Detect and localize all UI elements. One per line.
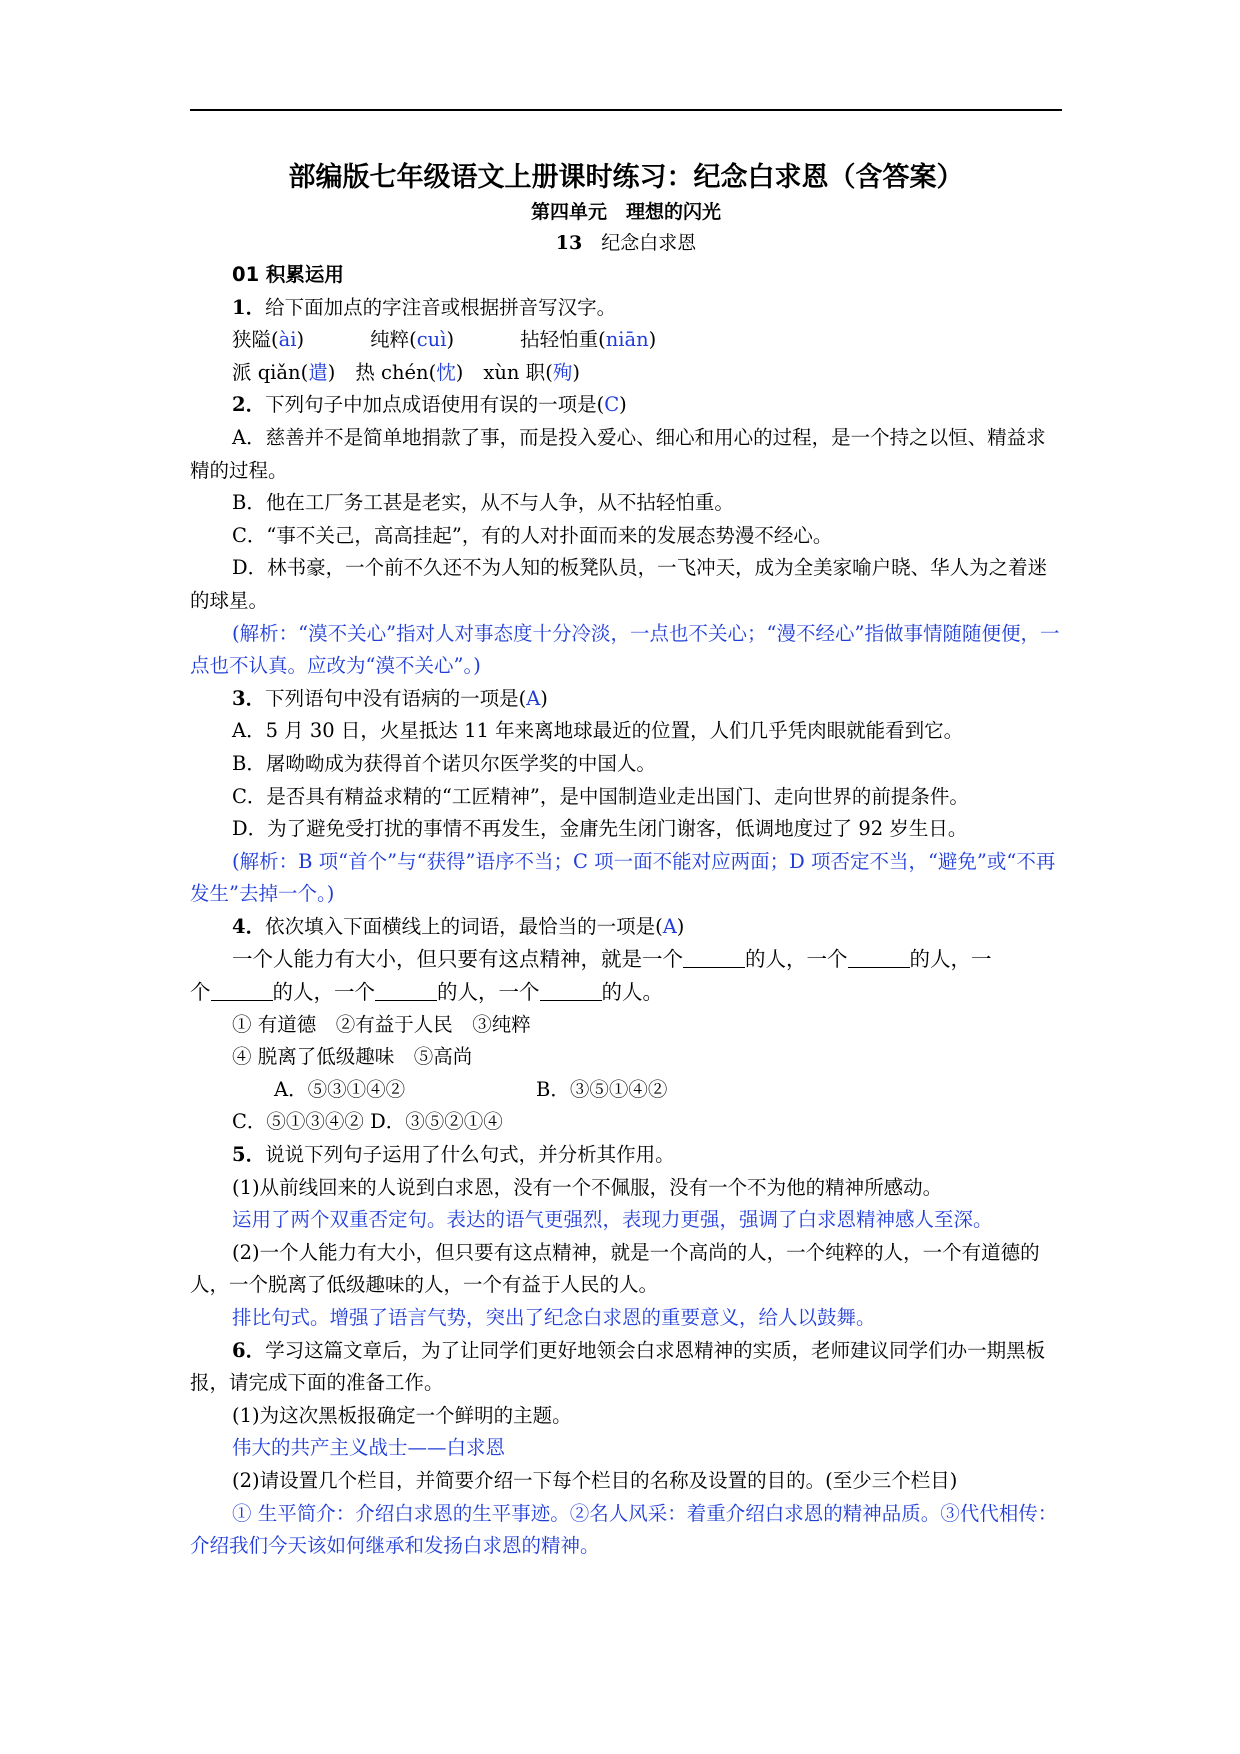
q1-word: 纯粹: [370, 328, 410, 352]
q4-option-a: A．⑤③①④②: [274, 1077, 406, 1101]
q1-word: 拈轻怕重: [520, 328, 599, 352]
q4-option-b: B．③⑤①④②: [536, 1077, 668, 1101]
q6-sub-1: (1)为这次黑板报确定一个鲜明的主题。: [232, 1403, 572, 1427]
q1-answer: niān: [605, 328, 649, 352]
q6-sub-2: (2)请设置几个栏目，并简要介绍一下每个栏目的名称及设置的目的。(至少三个栏目): [232, 1468, 958, 1492]
q3-option-a: A．5 月 30 日，火星抵达 11 年来离地球最近的位置，人们几乎凭肉眼就能看到它。: [232, 719, 964, 743]
q6-answer-1: 伟大的共产主义战士——白求恩: [232, 1436, 506, 1460]
lesson-number: 13: [555, 232, 583, 254]
question-stem: 下列句子中加点成语使用有误的一项是: [265, 393, 597, 417]
fill-blank: [683, 949, 745, 968]
section-title: 01 积累运用: [232, 263, 344, 286]
fill-blank: [540, 982, 602, 1001]
q1-word: 热 chén: [355, 360, 429, 384]
q4-sentence-text: 的人，一个: [272, 980, 375, 1005]
question-number: 5．: [232, 1143, 266, 1167]
q4-sentence-text: 的人。: [601, 980, 663, 1005]
fill-blank: [375, 982, 437, 1001]
question-stem: 给下面加点的字注音或根据拼音写汉字。: [265, 295, 617, 319]
q2-option-a: A．慈善并不是简单地捐款了事，而是投入爱心、细心和用心的过程，是一个持之以恒、精益求精的过程。: [190, 425, 1046, 482]
q4-sentence-1: [190, 943, 1062, 976]
page-title: 部编版七年级语文上册课时练习：纪念白求恩（含答案）: [288, 162, 964, 193]
question-stem: 下列语句中没有语病的一项是: [265, 686, 519, 710]
question-1: [190, 292, 1062, 325]
q4-answer: A: [662, 914, 677, 938]
q4-options-cd: [190, 1106, 1062, 1139]
q5-answer-1: 运用了两个双重否定句。表达的语气更强烈，表现力更强，强调了白求恩精神感人至深。: [232, 1208, 993, 1232]
question-3: 3．下列语句中没有语病的一项是(A): [232, 686, 548, 710]
q3-option-c: C．是否具有精益求精的“工匠精神”，是中国制造业走出国门、走向世界的前提条件。: [232, 784, 969, 808]
q1-answer: ài: [278, 328, 297, 352]
fill-blank: [211, 982, 273, 1001]
q3-option-b: B．屠呦呦成为获得首个诺贝尔医学奖的中国人。: [232, 751, 656, 775]
q4-sentence-text: 的人，一个: [745, 947, 848, 972]
q3-analysis: (解析：B 项“首个”与“获得”语序不当；C 项一面不能对应两面；D 项否定不当，“避免”或“不再发生”去掉一个。): [190, 849, 1056, 906]
q4-words-1: ① 有道德 ②有益于人民 ③纯粹: [232, 1012, 531, 1036]
q4-option-c: C．⑤①③④②: [232, 1110, 364, 1134]
lesson-title: [190, 228, 1062, 258]
unit-title: 第四单元 理想的闪光: [530, 201, 721, 223]
question-2: 2．下列句子中加点成语使用有误的一项是(C): [232, 393, 627, 417]
q1-answer: 忱: [436, 360, 456, 384]
q1-word: 派 qiǎn: [232, 360, 301, 384]
q4-sentence-2: [190, 976, 1062, 1009]
question-stem: 学习这篇文章后，为了让同学们更好地领会白求恩精神的实质，老师建议同学们办一期黑板报，请完成下面的准备工作。: [190, 1338, 1046, 1395]
q5-answer-2: 排比句式。增强了语言气势，突出了纪念白求恩的重要意义，给人以鼓舞。: [232, 1306, 876, 1329]
q5-sentence-2: (2)一个人能力有大小，但只要有这点精神，就是一个高尚的人，一个纯粹的人，一个有道德的人，一个脱离了低级趣味的人，一个有益于人民的人。: [190, 1240, 1040, 1297]
q4-sentence-text: 的人，一: [909, 947, 992, 972]
q1-line-2: 派 qiǎn(遣) 热 chén(忱) xùn 职(殉): [232, 360, 580, 384]
q3-answer: A: [526, 686, 541, 710]
q2-answer: C: [604, 393, 620, 417]
q1-word: 狭隘: [232, 328, 272, 352]
question-number: 6．: [232, 1338, 266, 1362]
q4-sentence-text: 的人，一个: [437, 980, 540, 1005]
question-stem: 依次填入下面横线上的词语，最恰当的一项是: [265, 914, 656, 938]
q2-option-b: B．他在工厂务工甚是老实，从不与人争，从不拈轻怕重。: [232, 491, 734, 515]
q4-sentence-text: 一个人能力有大小，但只要有这点精神，就是一个: [232, 947, 683, 972]
question-number: 2．: [232, 393, 266, 417]
q4-words-2: ④ 脱离了低级趣味 ⑤高尚: [232, 1045, 473, 1069]
header-rule: [190, 109, 1062, 111]
question-6: [190, 1335, 1062, 1400]
q4-options-ab: [190, 1074, 1062, 1107]
q2-analysis: (解析：“漠不关心”指对人对事态度十分冷淡，一点也不关心；“漫不经心”指做事情随随便便，一点也不认真。应改为“漠不关心”。): [190, 621, 1060, 678]
exercise-content: [190, 259, 1062, 1563]
q6-answer-2: ① 生平简介：介绍白求恩的生平事迹。②名人风采：着重介绍白求恩的精神品质。③代代相传：介绍我们今天该如何继承和发扬白求恩的精神。: [190, 1501, 1058, 1558]
q1-answer: 遣: [308, 360, 328, 384]
q1-line-1: 狭隘(ài) 纯粹(cuì) 拈轻怕重(niān): [232, 328, 657, 352]
q1-answer: 殉: [552, 360, 573, 384]
question-number: 1．: [232, 295, 266, 319]
fill-blank: [848, 949, 910, 968]
question-number: 4．: [232, 914, 266, 938]
question-number: 3．: [232, 686, 266, 710]
q4-option-d: D．③⑤②①④: [370, 1110, 503, 1134]
q5-sentence-1: (1)从前线回来的人说到白求恩，没有一个不佩服，没有一个不为他的精神所感动。: [232, 1175, 943, 1199]
q2-option-d: D．林书豪，一个前不久还不为人知的板凳队员，一飞冲天，成为全美家喻户晓、华人为之着迷的球星。: [190, 556, 1048, 612]
q1-word: xùn 职: [483, 360, 546, 384]
question-4: 4．依次填入下面横线上的词语，最恰当的一项是(A): [232, 914, 685, 938]
lesson-name: 纪念白求恩: [601, 232, 697, 254]
q4-sentence-text: 个: [190, 980, 211, 1005]
question-stem: 说说下列句子运用了什么句式，并分析其作用。: [265, 1143, 675, 1167]
q2-option-c: C．“事不关己，高高挂起”，有的人对扑面而来的发展态势漫不经心。: [232, 523, 833, 547]
q3-option-d: D．为了避免受打扰的事情不再发生，金庸先生闭门谢客，低调地度过了 92 岁生日。: [232, 817, 968, 841]
question-5: [190, 1139, 1062, 1172]
q1-answer: cuì: [416, 328, 447, 352]
